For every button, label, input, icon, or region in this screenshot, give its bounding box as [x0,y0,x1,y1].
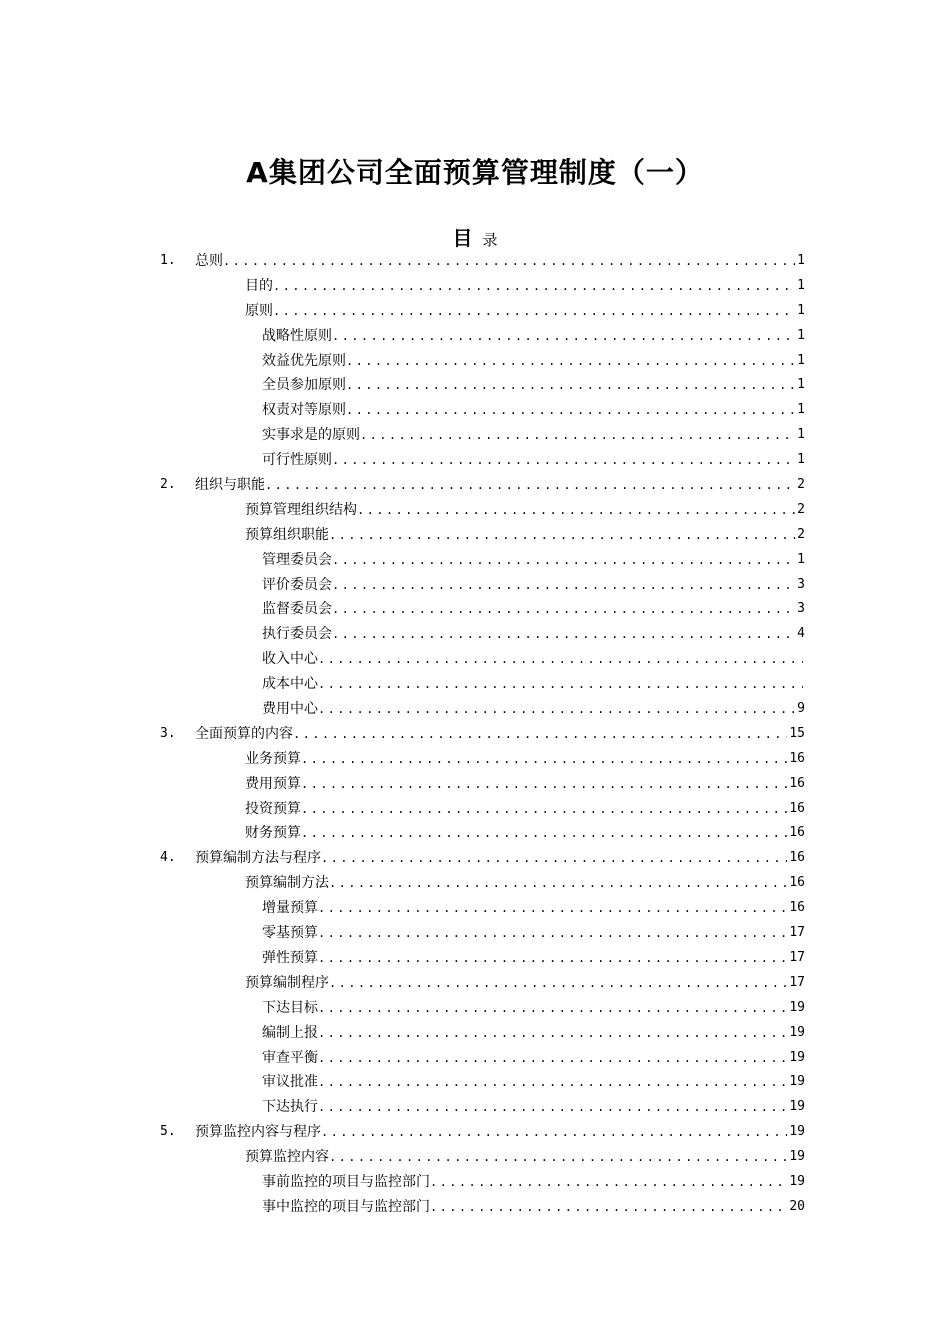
toc-entry[interactable] [0,398,950,423]
toc-entry[interactable] [0,324,950,349]
toc-entry-line [262,349,805,374]
toc-entry-page-number: 4 [797,626,805,642]
toc-entry-label: 全员参加原则 [262,377,346,394]
toc-entry-line [262,896,805,921]
toc-entry-label: 预算管理组织结构 [245,501,357,518]
dot-leader [346,349,795,374]
toc-entry-line [262,1170,805,1195]
toc-entry-page-number: 2 [797,477,805,493]
toc-entry-label: 成本中心 [262,676,318,693]
toc-entry[interactable] [0,896,950,921]
toc-entry-line [245,299,805,324]
toc-entry-label: 收入中心 [262,651,318,668]
toc-entry-label: 战略性原则 [262,327,332,344]
dot-leader [265,473,795,498]
toc-heading [0,222,950,251]
dot-leader [273,299,795,324]
toc-entry-page-number: 19 [789,999,805,1015]
toc-entry-page-number: 16 [789,800,805,816]
toc-entry-page-number: 19 [789,1099,805,1115]
toc-entry-line [262,672,805,697]
toc-entry-line [262,1195,805,1220]
toc-entry-line [262,1070,805,1095]
dot-leader [332,573,795,598]
toc-entry-page-number: 1 [797,302,805,318]
toc-entry[interactable] [0,647,950,672]
dot-leader [332,324,795,349]
dot-leader [318,946,787,971]
toc-entry[interactable] [0,1070,950,1095]
toc-entry-page-number: 16 [789,900,805,916]
dot-leader [329,871,787,896]
toc-entry-page-number: 3 [797,576,805,592]
toc-entry-number: 1. [160,253,176,268]
toc-entry-label: 执行委员会 [262,626,332,643]
toc-entry-label: 实事求是的原则 [262,427,360,444]
dot-leader [430,1170,787,1195]
toc-entry-page-number [803,672,805,697]
toc-entry[interactable] [0,797,950,822]
dot-leader [329,1145,787,1170]
toc-entry-page-number: 1 [797,402,805,418]
toc-entry-line [262,448,805,473]
toc-entry[interactable] [0,1095,950,1120]
toc-entry-page-number: 1 [797,327,805,343]
dot-leader [318,697,795,722]
toc-entry-line [262,548,805,573]
toc-entry-line [262,697,805,722]
toc-entry[interactable] [0,622,950,647]
dot-leader [360,423,795,448]
toc-entry-label: 审查平衡 [262,1049,318,1066]
dot-leader [329,523,795,548]
dot-leader [430,1195,787,1220]
toc-entry-page-number: 17 [789,925,805,941]
toc-entry-label: 下达执行 [262,1099,318,1116]
toc-entry-line [262,1095,805,1120]
toc-entry-label: 预算组织职能 [245,526,329,543]
dot-leader [318,1021,787,1046]
dot-leader [332,548,795,573]
toc-entry-line [195,249,805,274]
dot-leader [318,996,787,1021]
toc-entry-page-number: 9 [797,701,805,717]
toc-entry-line [262,597,805,622]
toc-entry-line [245,772,805,797]
toc-entry-label: 下达目标 [262,999,318,1016]
toc-entry-page-number: 1 [797,277,805,293]
toc-entry-label: 预算编制程序 [245,974,329,991]
toc-entry-label: 投资预算 [245,800,301,817]
toc-entry-label: 原则 [245,302,273,319]
toc-entry-line [262,921,805,946]
toc-entry[interactable] [0,498,950,523]
toc-entry-line [262,398,805,423]
toc-entry-label: 效益优先原则 [262,352,346,369]
toc-entry[interactable] [0,697,950,722]
toc-entry-page-number: 3 [797,601,805,617]
toc-entry-label: 权责对等原则 [262,402,346,419]
dot-leader [332,597,795,622]
dot-leader [321,846,787,871]
dot-leader [318,1070,787,1095]
toc-entry-line [195,722,805,747]
toc-entry-label: 零基预算 [262,925,318,942]
toc-entry[interactable] [0,1046,950,1071]
toc-entry-line [245,797,805,822]
toc-entry-page-number: 16 [789,850,805,866]
toc-entry-line [262,946,805,971]
toc-entry-number: 5. [160,1124,176,1140]
table-of-contents [0,249,950,1220]
toc-entry-page-number: 1 [797,253,805,268]
toc-entry-number: 2. [160,477,176,493]
toc-entry[interactable] [0,1170,950,1195]
toc-entry[interactable] [0,672,950,697]
dot-leader [301,772,787,797]
dot-leader [301,821,787,846]
toc-entry-page-number: 19 [789,1074,805,1090]
toc-entry-label: 费用预算 [245,775,301,792]
toc-entry-page-number: 1 [797,452,805,468]
toc-entry-label: 全面预算的内容 [195,725,293,742]
dot-leader [223,249,795,274]
toc-entry[interactable] [0,448,950,473]
toc-entry[interactable] [0,274,950,299]
dot-leader [301,797,787,822]
toc-entry-page-number: 2 [797,501,805,517]
toc-entry-label: 编制上报 [262,1024,318,1041]
dot-leader [357,498,795,523]
toc-entry[interactable] [0,1021,950,1046]
toc-entry-line [195,473,805,498]
toc-entry-line [245,971,805,996]
toc-entry-label: 评价委员会 [262,576,332,593]
toc-entry[interactable] [0,249,950,274]
toc-entry-page-number [803,647,805,672]
toc-entry-page-number: 1 [797,377,805,393]
toc-entry-line [262,622,805,647]
dot-leader [329,971,787,996]
toc-entry[interactable] [0,373,950,398]
toc-entry-label: 事前监控的项目与监控部门 [262,1173,430,1190]
toc-entry-page-number: 19 [789,1024,805,1040]
dot-leader [318,647,803,672]
toc-entry-label: 增量预算 [262,900,318,917]
toc-entry-label: 事中监控的项目与监控部门 [262,1198,430,1215]
toc-entry-page-number: 19 [789,1149,805,1165]
toc-entry-line [262,324,805,349]
toc-entry-label: 监督委员会 [262,601,332,618]
toc-entry-label: 组织与职能 [195,477,265,494]
toc-entry[interactable] [0,299,950,324]
toc-entry-line [245,498,805,523]
toc-entry[interactable] [0,573,950,598]
toc-entry-line [262,996,805,1021]
toc-entry-line [262,1021,805,1046]
toc-entry-label: 预算编制方法 [245,875,329,892]
dot-leader [332,622,795,647]
toc-entry-label: 预算监控内容 [245,1149,329,1166]
dot-leader [318,1046,787,1071]
toc-entry-line [245,523,805,548]
dot-leader [346,373,795,398]
toc-entry-label: 总则 [195,253,223,269]
toc-entry-line [245,821,805,846]
dot-leader [321,1120,787,1145]
toc-entry-label: 可行性原则 [262,452,332,469]
toc-entry-page-number: 1 [797,551,805,567]
dot-leader [346,398,795,423]
toc-entry[interactable] [0,523,950,548]
toc-entry-line [245,747,805,772]
toc-entry[interactable] [0,1195,950,1220]
document-title: A集团公司全面预算管理制度（一） [246,156,704,189]
toc-entry-page-number: 15 [789,725,805,741]
toc-entry-line [195,1120,805,1145]
toc-entry-label: 费用中心 [262,701,318,718]
toc-entry-page-number: 17 [789,974,805,990]
dot-leader [318,896,787,921]
toc-entry-page-number: 19 [789,1124,805,1140]
dot-leader [318,921,787,946]
toc-entry-line [195,846,805,871]
toc-heading-sub: 录 [482,231,498,249]
dot-leader [332,448,795,473]
toc-entry-line [245,871,805,896]
dot-leader [318,1095,787,1120]
toc-heading-main: 目 [452,226,473,250]
toc-entry-line [262,573,805,598]
toc-entry[interactable] [0,946,950,971]
toc-entry[interactable] [0,1120,950,1145]
toc-entry-label: 财务预算 [245,825,301,842]
toc-entry[interactable] [0,921,950,946]
toc-entry-line [245,274,805,299]
toc-entry-line [262,1046,805,1071]
dot-leader [273,274,795,299]
toc-entry[interactable] [0,846,950,871]
toc-entry-page-number: 20 [789,1198,805,1214]
toc-entry-label: 审议批准 [262,1074,318,1091]
toc-entry-line [262,373,805,398]
toc-entry-line [262,647,805,672]
toc-entry-page-number: 19 [789,1173,805,1189]
toc-entry-page-number: 16 [789,750,805,766]
toc-entry-page-number: 19 [789,1049,805,1065]
toc-entry-label: 预算监控内容与程序 [195,1124,321,1141]
toc-entry[interactable] [0,747,950,772]
toc-entry[interactable] [0,423,950,448]
toc-entry-page-number: 1 [797,352,805,368]
toc-entry-number: 3. [160,725,176,741]
dot-leader [301,747,787,772]
toc-entry-line [245,1145,805,1170]
toc-entry[interactable] [0,1145,950,1170]
toc-entry-page-number: 17 [789,949,805,965]
toc-entry-label: 弹性预算 [262,949,318,966]
toc-entry-number: 4. [160,850,176,866]
toc-entry[interactable] [0,349,950,374]
toc-entry-label: 管理委员会 [262,551,332,568]
toc-entry[interactable] [0,772,950,797]
toc-entry[interactable] [0,821,950,846]
toc-entry-label: 业务预算 [245,750,301,767]
dot-leader [318,672,803,697]
toc-entry-page-number: 1 [797,427,805,443]
toc-entry-page-number: 2 [797,526,805,542]
toc-entry-line [262,423,805,448]
toc-entry[interactable] [0,971,950,996]
toc-entry-page-number: 16 [789,825,805,841]
toc-entry[interactable] [0,473,950,498]
toc-entry[interactable] [0,722,950,747]
toc-entry[interactable] [0,996,950,1021]
toc-entry[interactable] [0,548,950,573]
toc-entry[interactable] [0,597,950,622]
toc-entry[interactable] [0,871,950,896]
toc-entry-label: 预算编制方法与程序 [195,850,321,867]
toc-entry-page-number: 16 [789,875,805,891]
dot-leader [293,722,787,747]
toc-entry-page-number: 16 [789,775,805,791]
toc-entry-label: 目的 [245,277,273,294]
